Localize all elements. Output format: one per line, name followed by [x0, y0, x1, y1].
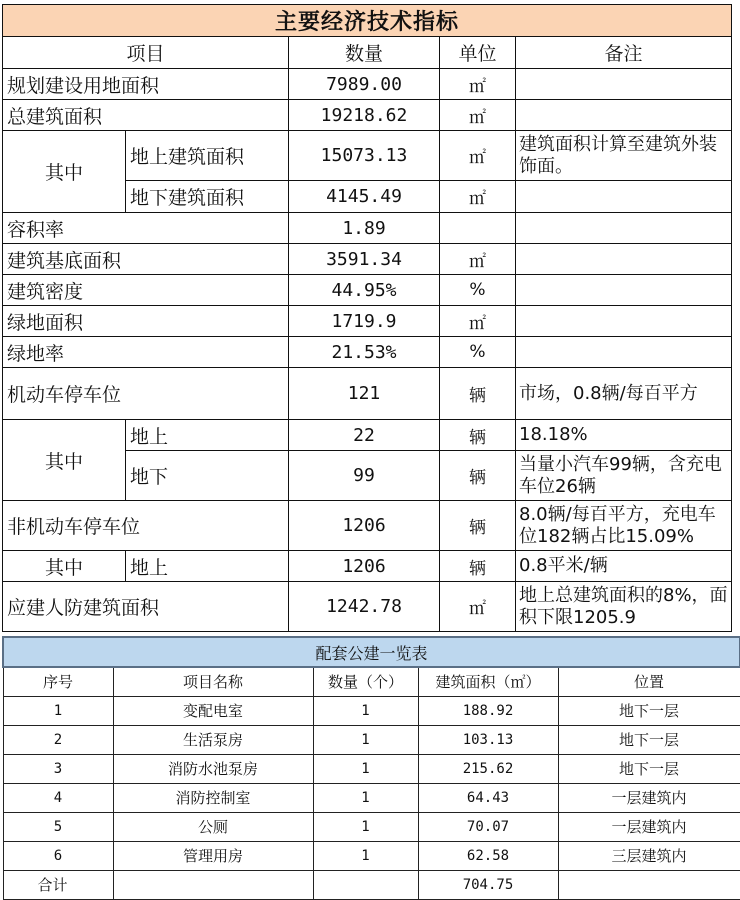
table-row	[3, 696, 740, 725]
row-label: 建筑密度	[3, 275, 289, 306]
cell-no: 3	[3, 754, 113, 783]
row-unit: 辆	[440, 420, 516, 451]
group-label: 其中	[3, 551, 126, 582]
row-label: 非机动车停车位	[3, 501, 289, 551]
main-table-title: 主要经济技术指标	[3, 5, 732, 37]
row-value: 19218.62	[289, 100, 440, 131]
row-remark	[516, 213, 732, 244]
row-unit: %	[440, 337, 516, 368]
row-unit: ㎡	[440, 181, 516, 213]
row-unit: 辆	[440, 501, 516, 551]
cell-count: 1	[313, 754, 418, 783]
cell-count: 1	[313, 725, 418, 754]
table-row	[3, 368, 732, 420]
header-location: 位置	[558, 667, 740, 696]
row-remark: 建筑面积计算至建筑外装饰面。	[516, 131, 732, 181]
row-label: 建筑基底面积	[3, 244, 289, 275]
cell-no: 6	[3, 841, 113, 870]
table-row	[3, 420, 732, 451]
row-remark	[516, 337, 732, 368]
row-value: 22	[289, 420, 440, 451]
header-name: 项目名称	[113, 667, 313, 696]
table-row	[3, 244, 732, 275]
row-value: 15073.13	[289, 131, 440, 181]
row-remark	[516, 306, 732, 337]
row-value: 1242.78	[289, 582, 440, 632]
row-label: 地上建筑面积	[126, 131, 289, 181]
row-label: 地上	[126, 551, 289, 582]
cell-name: 管理用房	[113, 841, 313, 870]
row-label: 应建人防建筑面积	[3, 582, 289, 632]
header-remark: 备注	[516, 37, 732, 69]
header-item: 项目	[3, 37, 289, 69]
row-label: 地下建筑面积	[126, 181, 289, 213]
cell-location: 三层建筑内	[558, 841, 740, 870]
cell-area: 188.92	[418, 696, 558, 725]
row-remark	[516, 181, 732, 213]
total-empty-location	[558, 870, 740, 899]
row-value: 99	[289, 451, 440, 501]
row-value: 4145.49	[289, 181, 440, 213]
cell-count: 1	[313, 841, 418, 870]
table-row	[3, 725, 740, 754]
row-unit: 辆	[440, 368, 516, 420]
row-label: 总建筑面积	[3, 100, 289, 131]
table-row	[3, 551, 732, 582]
cell-location: 一层建筑内	[558, 812, 740, 841]
table-row	[3, 812, 740, 841]
table-row	[3, 131, 732, 181]
row-label: 绿地率	[3, 337, 289, 368]
row-value: 1.89	[289, 213, 440, 244]
table-row	[3, 69, 732, 100]
cell-name: 公厕	[113, 812, 313, 841]
cell-location: 地下一层	[558, 725, 740, 754]
row-remark	[516, 275, 732, 306]
row-label: 绿地面积	[3, 306, 289, 337]
row-value: 44.95%	[289, 275, 440, 306]
header-unit: 单位	[440, 37, 516, 69]
row-value: 7989.00	[289, 69, 440, 100]
table-row	[3, 582, 732, 632]
total-empty-count	[313, 870, 418, 899]
cell-no: 5	[3, 812, 113, 841]
table-row	[3, 841, 740, 870]
row-value: 1719.9	[289, 306, 440, 337]
cell-name: 消防控制室	[113, 783, 313, 812]
cell-name: 生活泵房	[113, 725, 313, 754]
table-row	[3, 100, 732, 131]
row-remark: 当量小汽车99辆，含充电车位26辆	[516, 451, 732, 501]
row-unit: %	[440, 275, 516, 306]
table-row	[3, 783, 740, 812]
total-row	[3, 870, 740, 899]
table-row	[3, 754, 740, 783]
row-value: 121	[289, 368, 440, 420]
table-row	[3, 501, 732, 551]
row-label: 地上	[126, 420, 289, 451]
cell-no: 4	[3, 783, 113, 812]
cell-area: 70.07	[418, 812, 558, 841]
row-unit: 辆	[440, 451, 516, 501]
row-value: 21.53%	[289, 337, 440, 368]
cell-count: 1	[313, 783, 418, 812]
row-remark	[516, 69, 732, 100]
cell-name: 变配电室	[113, 696, 313, 725]
cell-no: 2	[3, 725, 113, 754]
cell-location: 地下一层	[558, 696, 740, 725]
row-unit: 辆	[440, 551, 516, 582]
row-unit	[440, 213, 516, 244]
cell-area: 64.43	[418, 783, 558, 812]
row-remark: 市场，0.8辆/每百平方	[516, 368, 732, 420]
row-value: 1206	[289, 501, 440, 551]
row-remark: 18.18%	[516, 420, 732, 451]
row-unit: ㎡	[440, 100, 516, 131]
total-area: 704.75	[418, 870, 558, 899]
cell-no: 1	[3, 696, 113, 725]
row-label: 容积率	[3, 213, 289, 244]
row-unit: ㎡	[440, 306, 516, 337]
facility-table	[2, 636, 740, 900]
row-remark	[516, 244, 732, 275]
table-row	[3, 337, 732, 368]
table-row	[3, 213, 732, 244]
header-quantity: 数量	[289, 37, 440, 69]
facility-table-title: 配套公建一览表	[3, 637, 740, 667]
cell-count: 1	[313, 812, 418, 841]
cell-area: 215.62	[418, 754, 558, 783]
cell-name: 消防水池泵房	[113, 754, 313, 783]
row-value: 1206	[289, 551, 440, 582]
cell-location: 一层建筑内	[558, 783, 740, 812]
cell-count: 1	[313, 696, 418, 725]
row-unit: ㎡	[440, 69, 516, 100]
total-label: 合计	[3, 870, 113, 899]
group-label: 其中	[3, 131, 126, 213]
table-row	[3, 275, 732, 306]
row-remark: 地上总建筑面积的8%，面积下限1205.9	[516, 582, 732, 632]
cell-area: 62.58	[418, 841, 558, 870]
group-label: 其中	[3, 420, 126, 501]
row-remark	[516, 100, 732, 131]
row-value: 3591.34	[289, 244, 440, 275]
row-remark: 0.8平米/辆	[516, 551, 732, 582]
row-remark: 8.0辆/每百平方，充电车位182辆占比15.09%	[516, 501, 732, 551]
row-unit: ㎡	[440, 582, 516, 632]
header-count: 数量（个）	[313, 667, 418, 696]
cell-area: 103.13	[418, 725, 558, 754]
row-label: 机动车停车位	[3, 368, 289, 420]
row-unit: ㎡	[440, 244, 516, 275]
table-row	[3, 306, 732, 337]
row-label: 地下	[126, 451, 289, 501]
header-area: 建筑面积（㎡）	[418, 667, 558, 696]
main-indicators-table	[2, 4, 732, 632]
header-no: 序号	[3, 667, 113, 696]
total-empty-name	[113, 870, 313, 899]
row-unit: ㎡	[440, 131, 516, 181]
cell-location: 地下一层	[558, 754, 740, 783]
row-label: 规划建设用地面积	[3, 69, 289, 100]
